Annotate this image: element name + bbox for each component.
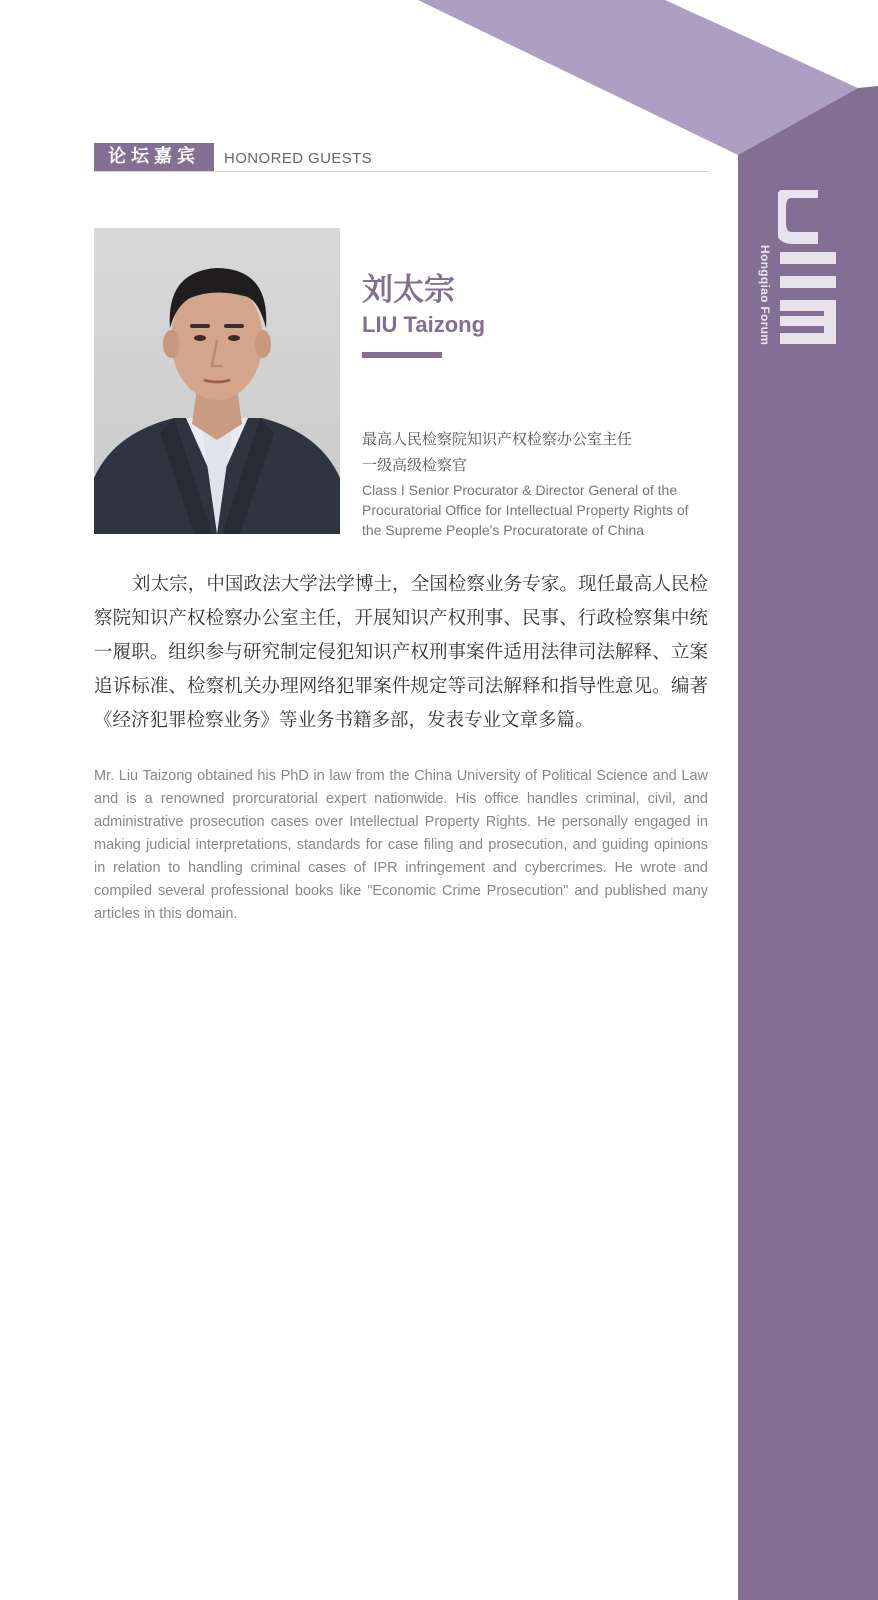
title-cn (362, 426, 712, 478)
bio-cn: 刘太宗，中国政法大学法学博士，全国检察业务专家。现任最高人民检察院知识产权检察办公室主任，开展知识产权刑事、民事、行政检察集中统一履职。组织参与研究制定侵犯知识产权刑事案件适用法律司法解释、立案追诉标准、检察机关办理网络犯罪案件规定等司法解释和指导性意见。编著《经济犯罪检察业务》等业务书籍多部，发表专业文章多篇。 (94, 574, 708, 731)
section-header (94, 143, 708, 173)
title-en-line: Class I Senior Procurator & Director General of the (362, 482, 678, 498)
title-cn-line: 一级高级检察官 (362, 456, 468, 474)
portrait-photo (94, 228, 340, 534)
title-en-line: Procuratorial Office for Intellectual Property Rights of (362, 502, 689, 518)
ciie-logo-icon (778, 190, 838, 345)
brand-subtitle: Hongqiao Forum (758, 245, 772, 346)
section-title-en: HONORED GUESTS (224, 150, 373, 167)
decorative-diagonal-band (0, 0, 878, 160)
section-divider (94, 171, 708, 172)
title-en (362, 480, 712, 540)
bio-en: Mr. Liu Taizong obtained his PhD in law from the China University of Political Science and Law and is a renowned prorcuratorial expert nationwide. His office handles criminal, civil, and administrative prosecution cases over Intellectual Property Rights. He personally engaged in making judicial interpretations, standards for case filing and prosecution, and guiding opinions in relation to handling criminal cases of IPR infringement and cybercrimes. He wrote and compiled several professional books like "Economic Crime Prosecution" and published many articles in this domain. (94, 768, 708, 922)
section-title-cn: 论坛嘉宾 (94, 143, 214, 171)
name-cn: 刘太宗 (362, 272, 455, 308)
name-underline (362, 352, 442, 358)
title-cn-line: 最高人民检察院知识产权检察办公室主任 (362, 430, 633, 448)
title-en-line: the Supreme People's Procuratorate of China (362, 522, 645, 538)
name-en: LIU Taizong (362, 312, 486, 337)
